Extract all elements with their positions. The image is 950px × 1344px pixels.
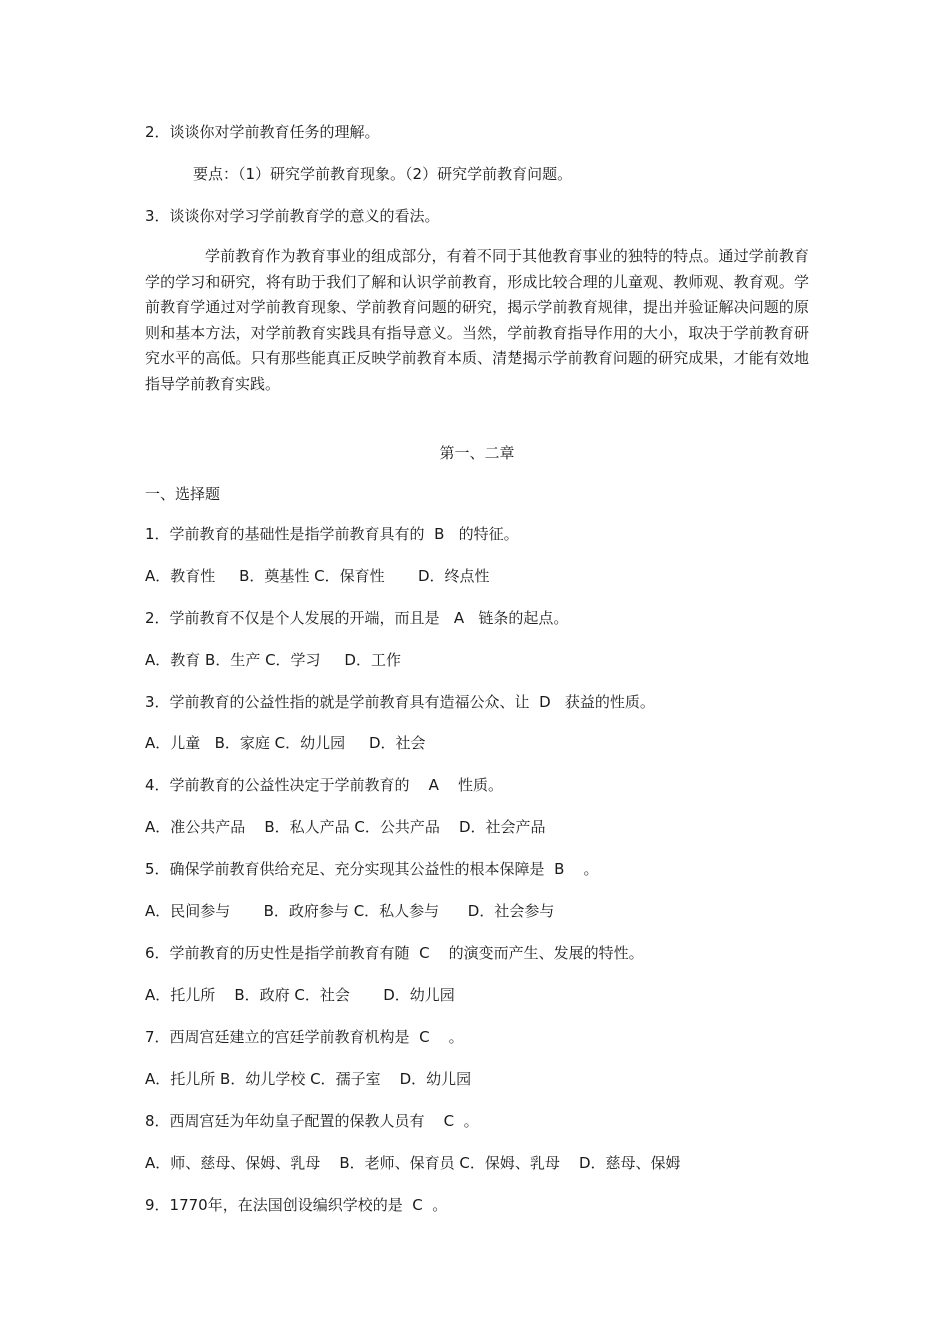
question-item: 4．学前教育的公益性决定于学前教育的 A 性质。: [145, 776, 503, 794]
chapter-title: 第一、二章: [439, 444, 515, 462]
question-options: A．师、慈母、保姆、乳母 B．老师、保育员 C．保姆、乳母 D．慈母、保姆: [145, 1154, 681, 1172]
question-options: A．教育 B．生产 C．学习 D．工作: [145, 651, 401, 669]
question-item: 8．西周宫廷为年幼皇子配置的保教人员有 C 。: [145, 1112, 479, 1130]
question-item: 6．学前教育的历史性是指学前教育有随 C 的演变而产生、发展的特性。: [145, 944, 644, 962]
question-options: A．托儿所 B．政府 C．社会 D．幼儿园: [145, 986, 455, 1004]
question-3-answer-paragraph: 学前教育作为教育事业的组成部分，有着不同于其他教育事业的独特的特点。通过学前教育学的学习和研究，将有助于我们了解和认识学前教育，形成比较合理的儿童观、教师观、教育观。学前教育学通过对学前教育现象、学前教育问题的研究，揭示学前教育规律，提出并验证解决问题的原则和基本方法，对学前教育实践具有指导意义。当然，学前教育指导作用的大小，取决于学前教育研究水平的高低。只有那些能真正反映学前教育本质、清楚揭示学前教育问题的研究成果，才能有效地指导学前教育实践。: [145, 247, 809, 393]
question-options: A．教育性 B．奠基性 C．保育性 D．终点性: [145, 567, 490, 585]
question-item: 7．西周宫廷建立的宫廷学前教育机构是 C 。: [145, 1028, 464, 1046]
question-options: A．托儿所 B．幼儿学校 C．孺子室 D．幼儿园: [145, 1070, 472, 1088]
question-item: 3．学前教育的公益性指的就是学前教育具有造福公众、让 D 获益的性质。: [145, 693, 655, 711]
section-title: 一、选择题: [145, 485, 221, 503]
question-item: 5．确保学前教育供给充足、充分实现其公益性的根本保障是 B 。: [145, 860, 599, 878]
question-item: 2．学前教育不仅是个人发展的开端，而且是 A 链条的起点。: [145, 609, 569, 627]
question-3-heading: 3．谈谈你对学习学前教育学的意义的看法。: [145, 207, 440, 225]
question-2-heading: 2．谈谈你对学前教育任务的理解。: [145, 123, 380, 141]
question-item: 9．1770年，在法国创设编织学校的是 C 。: [145, 1196, 448, 1214]
question-options: A．儿童 B．家庭 C．幼儿园 D．社会: [145, 734, 426, 752]
question-2-key-points: 要点：（1）研究学前教育现象。（2）研究学前教育问题。: [193, 165, 573, 183]
question-item: 1．学前教育的基础性是指学前教育具有的 B 的特征。: [145, 525, 519, 543]
question-options: A．准公共产品 B．私人产品 C．公共产品 D．社会产品: [145, 818, 546, 836]
question-options: A．民间参与 B．政府参与 C．私人参与 D．社会参与: [145, 902, 555, 920]
